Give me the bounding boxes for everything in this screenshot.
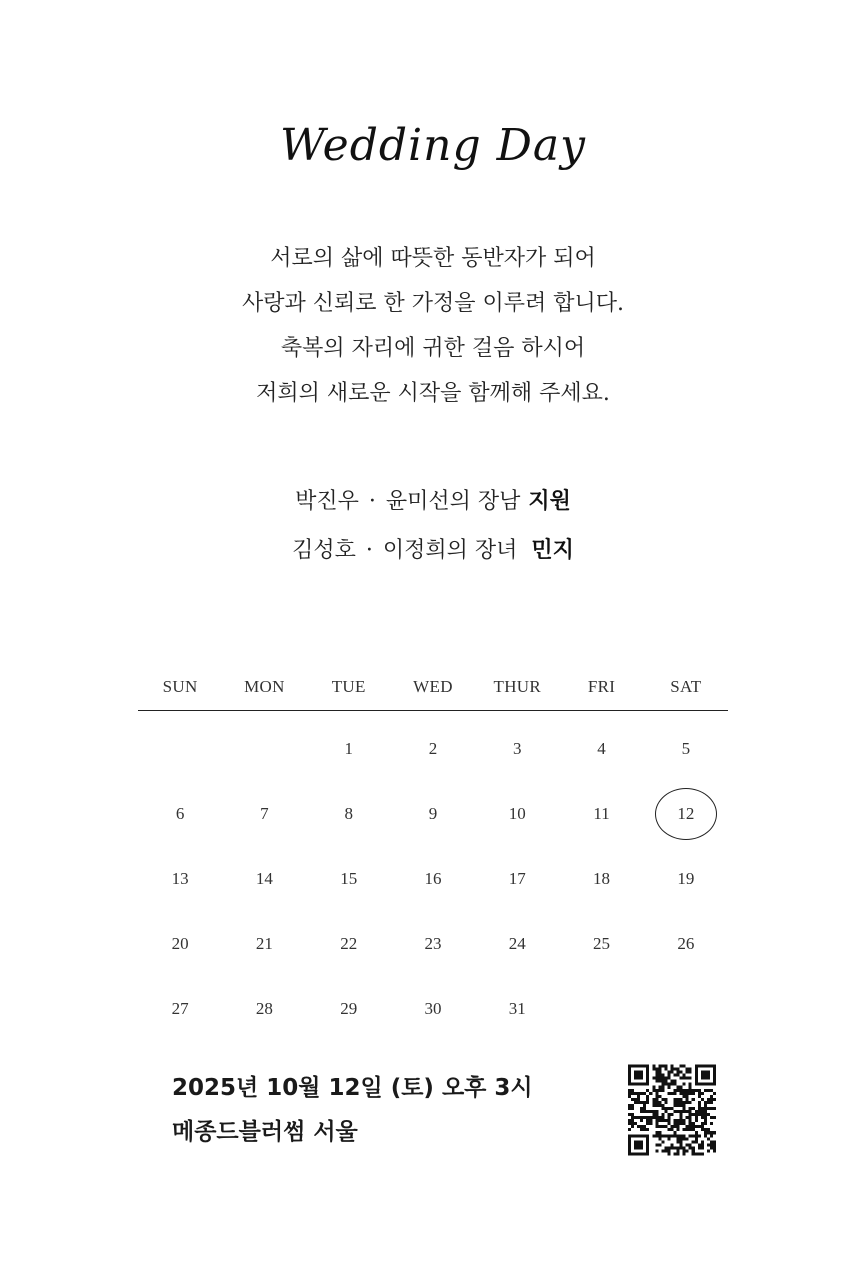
weekday-label: WED	[413, 677, 453, 696]
calendar-day: 29	[340, 999, 358, 1018]
bride-father: 김성호	[292, 538, 356, 563]
calendar-day: 30	[424, 999, 442, 1018]
calendar-day	[559, 976, 643, 1041]
groom-father: 박진우	[295, 489, 359, 514]
separator-dot: ·	[368, 489, 376, 514]
calendar-day: 7	[260, 804, 269, 823]
bride-name: 민지	[531, 538, 574, 563]
calendar-day: 19	[677, 869, 695, 888]
calendar	[138, 668, 728, 1041]
calendar-day: 16	[424, 869, 442, 888]
calendar-day: 14	[255, 869, 273, 888]
invitation-line: 축복의 자리에 귀한 걸음 하시어	[280, 336, 586, 361]
calendar-day-selected: 12	[644, 781, 728, 846]
calendar-day	[644, 976, 728, 1041]
calendar-day: 8	[344, 804, 353, 823]
event-datetime: 2025년 10월 12일 (토) 오후 3시	[172, 1075, 533, 1101]
wedding-day-title	[0, 108, 866, 186]
title-text: Wedding Day	[280, 120, 586, 171]
qr-code-icon[interactable]	[628, 1064, 716, 1156]
calendar-day	[222, 716, 306, 781]
calendar-day: 1	[344, 739, 353, 758]
families-section	[0, 483, 866, 581]
calendar-day: 20	[171, 934, 189, 953]
calendar-day: 11	[593, 804, 610, 823]
calendar-week	[138, 911, 728, 976]
invitation-line: 저희의 새로운 시작을 함께해 주세요.	[256, 381, 610, 406]
invitation-message	[0, 236, 866, 416]
calendar-day: 26	[677, 934, 695, 953]
calendar-day: 27	[171, 999, 189, 1018]
bride-mother-relation: 이정희의 장녀	[382, 538, 518, 563]
calendar-day: 24	[508, 934, 526, 953]
calendar-days	[138, 711, 728, 1041]
weekday-label: THUR	[493, 677, 541, 696]
calendar-day	[138, 716, 222, 781]
calendar-day: 3	[513, 739, 522, 758]
calendar-day: 10	[508, 804, 526, 823]
event-venue: 메종드블러썸 서울	[172, 1119, 358, 1145]
qr-code-graphic	[628, 1064, 716, 1156]
calendar-day: 25	[593, 934, 611, 953]
calendar-day: 22	[340, 934, 358, 953]
calendar-week	[138, 976, 728, 1041]
calendar-week	[138, 846, 728, 911]
groom-name: 지원	[528, 489, 571, 514]
invitation-line: 사랑과 신뢰로 한 가정을 이루려 합니다.	[242, 291, 624, 316]
calendar-week	[138, 716, 728, 781]
invitation-line: 서로의 삶에 따뜻한 동반자가 되어	[270, 246, 596, 271]
event-info	[172, 1066, 533, 1154]
groom-mother-relation: 윤미선의 장남	[385, 489, 521, 514]
calendar-day: 17	[508, 869, 526, 888]
calendar-day: 4	[597, 739, 606, 758]
calendar-day: 9	[428, 804, 438, 823]
calendar-day: 15	[340, 869, 358, 888]
calendar-day: 13	[171, 869, 189, 888]
separator-dot: ·	[365, 538, 373, 563]
calendar-day: 2	[428, 739, 438, 758]
calendar-weekday-header	[138, 668, 728, 711]
weekday-label: FRI	[587, 677, 616, 696]
weekday-label: SAT	[670, 677, 702, 696]
calendar-day: 23	[424, 934, 442, 953]
weekday-label: TUE	[331, 677, 366, 696]
calendar-day: 6	[175, 804, 185, 823]
calendar-day: 5	[681, 739, 691, 758]
calendar-day: 31	[508, 999, 526, 1018]
groom-family-row	[0, 483, 866, 532]
calendar-day: 21	[255, 934, 273, 953]
weekday-label: SUN	[162, 677, 198, 696]
calendar-day: 28	[255, 999, 273, 1018]
weekday-label: MON	[244, 677, 285, 696]
calendar-day: 18	[593, 869, 611, 888]
bride-family-row	[0, 532, 866, 581]
calendar-week	[138, 781, 728, 846]
wedding-day-script	[253, 108, 613, 186]
